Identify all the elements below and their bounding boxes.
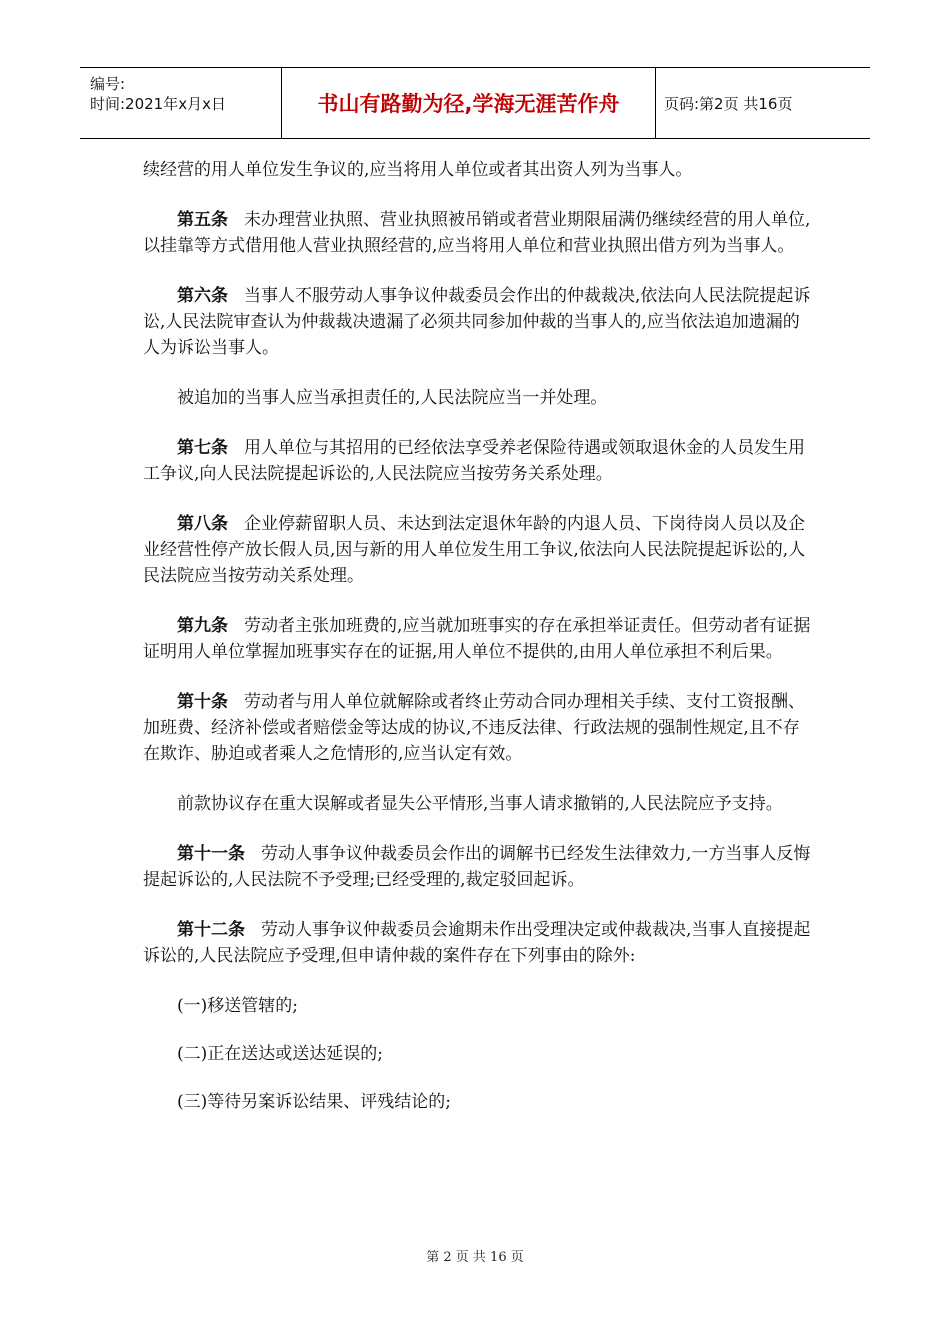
paragraph-text: 未办理营业执照、营业执照被吊销或者营业期限届满仍继续经营的用人单位,以挂靠等方式借用他人营业执照经营的,应当将用人单位和营业执照出借方列为当事人。	[143, 210, 811, 256]
paragraph-text: 劳动人事争议仲裁委员会逾期未作出受理决定或仲裁裁决,当事人直接提起诉讼的,人民法院应予受理,但申请仲裁的案件存在下列事由的除外:	[143, 920, 811, 966]
paragraph-text: 劳动者主张加班费的,应当就加班事实的存在承担举证责任。但劳动者有证据证明用人单位掌握加班事实存在的证据,用人单位不提供的,由用人单位承担不利后果。	[143, 616, 811, 662]
article-number: 第九条	[177, 616, 228, 636]
paragraph-2	[143, 283, 811, 361]
paragraph-text: 用人单位与其招用的已经依法享受养老保险待遇或领取退休金的人员发生用工争议,向人民法院提起诉讼的,人民法院应当按劳务关系处理。	[143, 438, 805, 484]
article-number: 第五条	[177, 210, 228, 230]
paragraph-text: (三)等待另案诉讼结果、评残结论的;	[177, 1092, 451, 1112]
list-item-1	[143, 993, 811, 1019]
article-number: 第八条	[177, 514, 228, 534]
article-number: 第十二条	[177, 920, 245, 940]
paragraph-7	[143, 689, 811, 767]
article-number: 第十一条	[177, 844, 245, 864]
paragraph-3	[143, 385, 811, 411]
document-body	[143, 157, 811, 1137]
paragraph-8	[143, 791, 811, 817]
paragraph-9	[143, 841, 811, 893]
paragraph-0	[143, 157, 811, 183]
paragraph-10	[143, 917, 811, 969]
paragraph-text: 劳动人事争议仲裁委员会作出的调解书已经发生法律效力,一方当事人反悔提起诉讼的,人民法院不予受理;已经受理的,裁定驳回起诉。	[143, 844, 811, 890]
paragraph-text: 前款协议存在重大误解或者显失公平情形,当事人请求撤销的,人民法院应予支持。	[177, 794, 783, 814]
paragraph-text: (二)正在送达或送达延误的;	[177, 1044, 383, 1064]
list-item-3	[143, 1089, 811, 1115]
document-number-label: 编号:	[90, 75, 126, 93]
paragraph-4	[143, 435, 811, 487]
document-time-label: 时间:2021年x月x日	[90, 95, 226, 113]
paragraph-1	[143, 207, 811, 259]
paragraph-text: 劳动者与用人单位就解除或者终止劳动合同办理相关手续、支付工资报酬、加班费、经济补偿或者赔偿金等达成的协议,不违反法律、行政法规的强制性规定,且不存在欺诈、胁迫或者乘人之危情形的,应当认定有效。	[143, 692, 805, 764]
page-footer: 第 2 页 共 16 页	[426, 1250, 524, 1265]
paragraph-text: (一)移送管辖的;	[177, 996, 298, 1016]
header-page-info: 页码:第2页 共16页	[664, 94, 793, 113]
paragraph-text: 续经营的用人单位发生争议的,应当将用人单位或者其出资人列为当事人。	[143, 160, 693, 180]
page-header	[80, 67, 870, 139]
paragraph-text: 企业停薪留职人员、未达到法定退休年龄的内退人员、下岗待岗人员以及企业经营性停产放长假人员,因与新的用人单位发生用工争议,依法向人民法院提起诉讼的,人民法院应当按劳动关系处理。	[143, 514, 806, 586]
article-number: 第十条	[177, 692, 228, 712]
article-number: 第七条	[177, 438, 228, 458]
list-item-2	[143, 1041, 811, 1067]
paragraph-5	[143, 511, 811, 589]
paragraph-6	[143, 613, 811, 665]
paragraph-text: 被追加的当事人应当承担责任的,人民法院应当一并处理。	[177, 388, 608, 408]
paragraph-text: 当事人不服劳动人事争议仲裁委员会作出的仲裁裁决,依法向人民法院提起诉讼,人民法院审查认为仲裁裁决遗漏了必须共同参加仲裁的当事人的,应当依法追加遗漏的人为诉讼当事人。	[143, 286, 811, 358]
article-number: 第六条	[177, 286, 228, 306]
header-left-cell	[80, 68, 282, 138]
header-motto: 书山有路勤为径,学海无涯苦作舟	[282, 68, 656, 138]
